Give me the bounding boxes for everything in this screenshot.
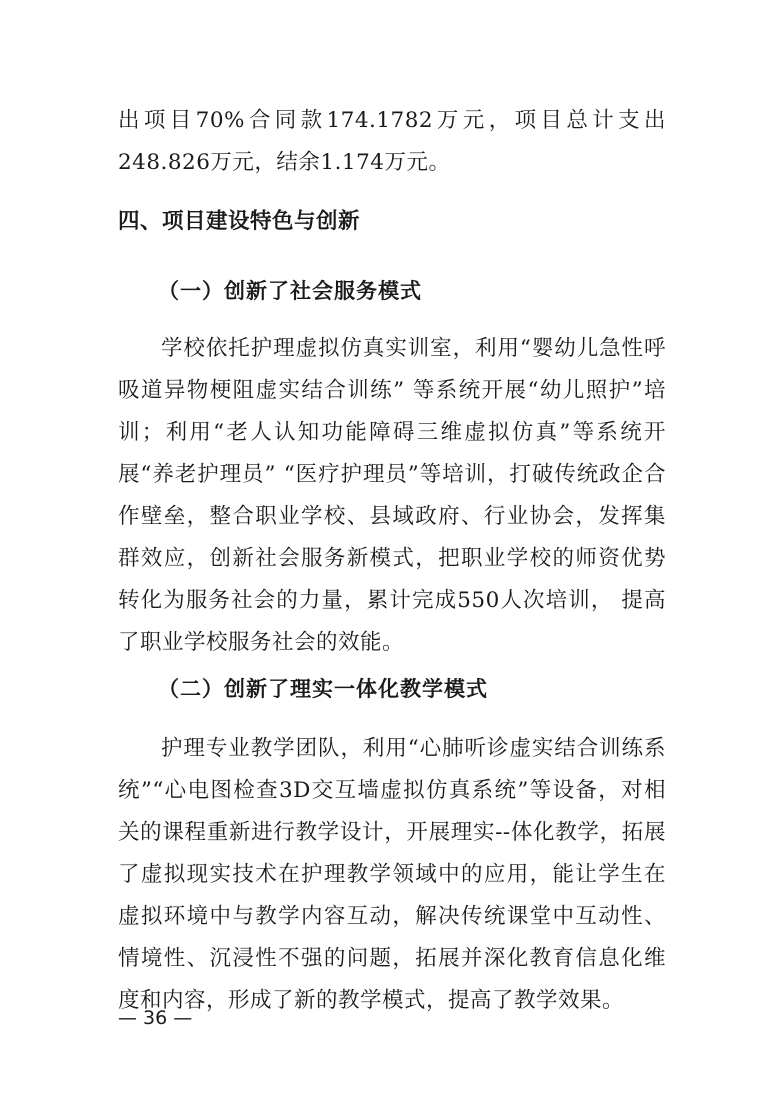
subsection-heading-social-service: （一）创新了社会服务模式 [158,279,422,303]
paragraph-budget: 出项目70%合同款174.1782万元，项目总计支出248.826万元，结余1.174万元。 [118,108,666,175]
paragraph-teaching-mode: 护理专业教学团队，利用“心肺听诊虚实结合训练系统”“心电图检查3D交互墙虚拟仿真系统”等设备，对相关的课程重新进行教学设计，开展理实--体化教学，拓展了虚拟现实技术在护理教学领域中的应用，能让学生在虚拟环境中与教学内容互动，解决传统课堂中互动性、情境性、沉浸性不强的问题，拓展并深化教育信息化维度和内容，形成了新的教学模式，提高了教学效果。 [118,736,666,1013]
page-number: — 36 — [118,1007,193,1029]
paragraph-social-service: 学校依托护理虚拟仿真实训室，利用“婴幼儿急性呼吸道异物梗阻虚实结合训练” 等系统开展“幼儿照护”培训；利用“老人认知功能障碍三维虚拟仿真”等系统开展“养老护理员” “医疗护理员”等培训，打破传统政企合作壁垒，整合职业学校、县域政府、行业协会，发挥集群效应，创新社会服务新模式，把职业学校的师资优势转化为服务社会的力量，累计完成550人次培训， 提高了职业学校服务社会的效能。 [118,336,666,655]
subsection-heading-teaching-mode: （二）创新了理实一体化教学模式 [158,677,488,701]
section-heading: 四、项目建设特色与创新 [118,209,361,234]
